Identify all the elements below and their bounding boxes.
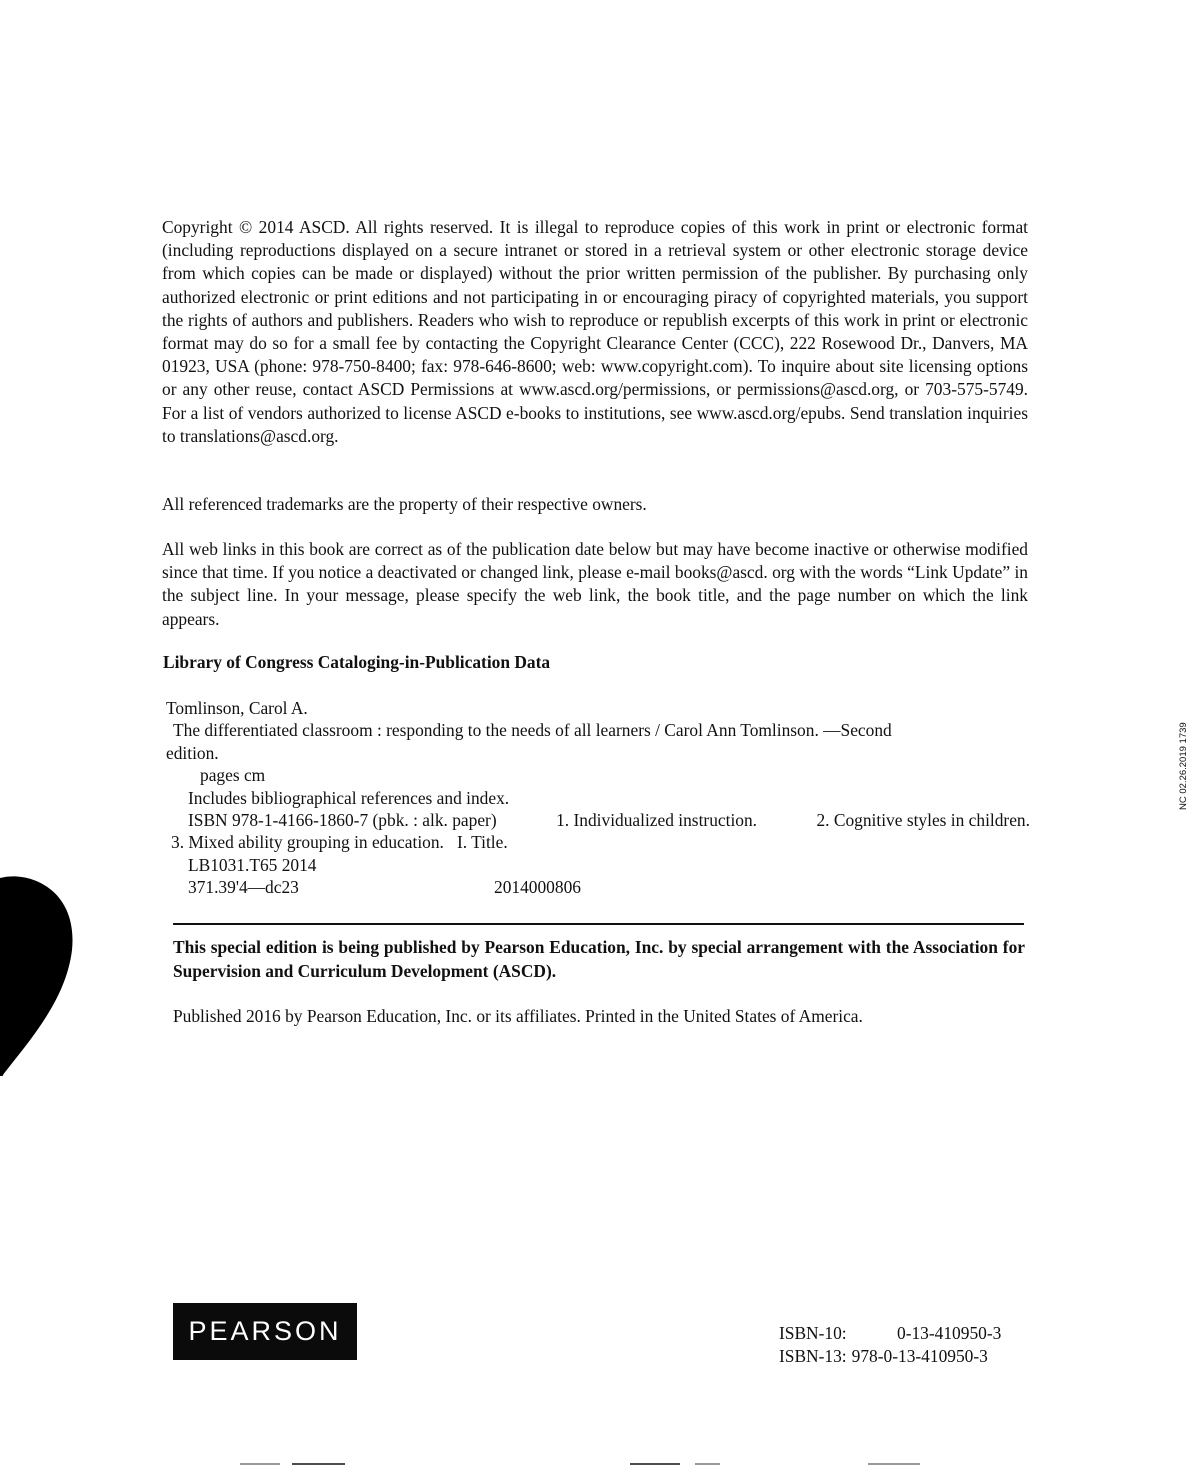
cip-subject-1: 1. Individualized instruction. xyxy=(556,810,758,831)
published-line: Published 2016 by Pearson Education, Inc. or its affiliates. Printed in the United States of America. xyxy=(173,1006,863,1026)
cip-record xyxy=(166,697,1030,899)
cip-subject-3: 3. Mixed ability grouping in education. xyxy=(171,832,444,853)
cip-title-line-continued: edition. xyxy=(166,742,219,763)
pearson-logo: PEARSON xyxy=(173,1303,357,1360)
isbn-10-row xyxy=(779,1322,1001,1345)
cip-isbn-item: ISBN 978-1-4166-1860-7 (pbk. : alk. paper) xyxy=(188,810,497,831)
cip-lccn: 2014000806 xyxy=(494,877,581,898)
cip-title-line: The differentiated classroom : responding to the needs of all learners / Carol Ann Tomlinson. —Second xyxy=(173,720,892,741)
cip-author: Tomlinson, Carol A. xyxy=(166,698,308,718)
trademarks-notice: All referenced trademarks are the property of their respective owners. xyxy=(162,494,647,514)
scan-edge-marks xyxy=(0,1453,1198,1466)
cip-includes: Includes bibliographical references and index. xyxy=(188,787,510,808)
scan-shadow xyxy=(0,870,80,1080)
horizontal-rule xyxy=(173,923,1024,925)
isbn-10-value: 0-13-410950-3 xyxy=(897,1323,1002,1343)
cip-title-entry: I. Title. xyxy=(456,832,508,853)
special-edition-notice: This special edition is being published by Pearson Education, Inc. by special arrangement with the Association for Supervision and Curriculum Development (ASCD). xyxy=(173,937,1025,981)
web-links-notice: All web links in this book are correct as of the publication date below but may have become inactive or otherwise modified since that time. If you notice a deactivated or changed link, please e-mail books@ascd. org with the words “Link Update” in the subject line. In your message, please specify the web link, the book title, and the page number on which the link appears. xyxy=(162,539,1028,629)
cip-subjects-continued xyxy=(166,831,1030,853)
copyright-notice: Copyright © 2014 ASCD. All rights reserved. It is illegal to reproduce copies of this work in print or electronic format (including reproductions displayed on a secure intranet or stored in a retrieval system or other electronic storage device from which copies can be made or displayed) without the prior written permission of the publisher. By purchasing only authorized electronic or print editions and not participating in or encouraging piracy of copyrighted materials, you support the rights of authors and publishers. Readers who wish to reproduce or republish excerpts of this work in print or electronic format may do so for a small fee by contacting the Copyright Clearance Center (CCC), 222 Rosewood Dr., Danvers, MA 01923, USA (phone: 978-750-8400; fax: 978-646-8600; web: www.copyright.com). To inquire about site licensing options or any other reuse, contact ASCD Permissions at www.ascd.org/permissions, or permissions@ascd.org, or 703-575-5749. For a list of vendors authorized to license ASCD e-books to institutions, see www.ascd.org/epubs. Send translation inquiries to translations@ascd.org. xyxy=(162,217,1028,446)
cip-pages: pages cm xyxy=(200,765,266,786)
cip-dewey: 371.39'4—dc23 xyxy=(188,877,299,898)
cip-heading: Library of Congress Cataloging-in-Publication Data xyxy=(163,652,551,672)
cip-classification-row xyxy=(166,876,1030,898)
cip-lc-class: LB1031.T65 2014 xyxy=(188,854,317,875)
print-stamp: NC 02.26.2019 1739 xyxy=(1178,722,1189,810)
isbn-13-value: 978-0-13-410950-3 xyxy=(851,1346,988,1366)
isbn-13-label: ISBN-13: xyxy=(779,1346,847,1366)
isbn-10-label: ISBN-10: xyxy=(779,1323,847,1343)
cip-subject-2: 2. Cognitive styles in children. xyxy=(816,810,1030,831)
isbn-block xyxy=(779,1322,1001,1368)
cip-isbn-subjects xyxy=(166,809,1030,831)
isbn-13-row xyxy=(779,1345,1001,1368)
